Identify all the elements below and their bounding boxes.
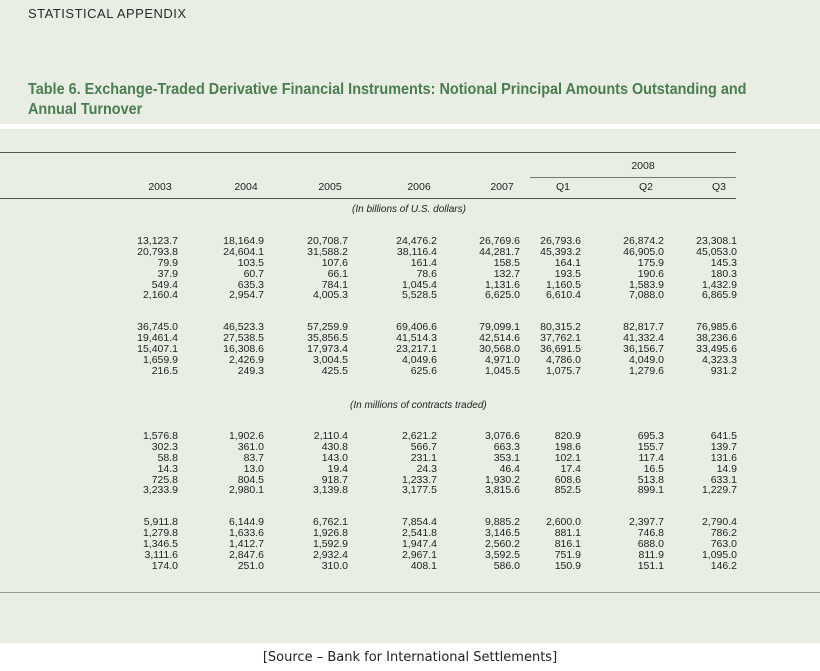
table-cell: 1,045.4 xyxy=(401,278,437,291)
table-cell: 635.3 xyxy=(237,278,264,291)
bottom-rule xyxy=(0,592,820,593)
table-cell: 45,393.2 xyxy=(540,245,581,258)
table-cell: 641.5 xyxy=(710,430,737,442)
column-header: 2005 xyxy=(318,181,342,193)
table-cell: 13.0 xyxy=(243,462,264,475)
table-cell: 2,847.6 xyxy=(228,548,264,561)
table-column-block xyxy=(278,322,348,376)
table-cell: 763.0 xyxy=(710,537,737,550)
table-cell: 76,985.6 xyxy=(696,321,737,333)
table-cell: 69,406.6 xyxy=(396,321,437,333)
table-cell: 1,279.8 xyxy=(142,526,178,539)
table-cell: 804.5 xyxy=(237,473,264,486)
table-cell: 19,461.4 xyxy=(137,331,178,344)
table-cell: 918.7 xyxy=(321,473,348,486)
table-cell: 20,708.7 xyxy=(307,235,348,247)
table-cell: 26,769.6 xyxy=(479,235,520,247)
table-cell: 198.6 xyxy=(554,440,581,453)
column-header: Q1 xyxy=(555,181,570,193)
table-cell: 695.3 xyxy=(637,430,664,442)
table-cell: 190.6 xyxy=(637,267,664,280)
table-cell: 633.1 xyxy=(710,473,737,486)
table-column-block xyxy=(367,322,437,376)
table-cell: 139.7 xyxy=(710,440,737,453)
table-column-block xyxy=(194,322,264,376)
table-cell: 3,592.5 xyxy=(484,548,520,561)
table-cell: 26,874.2 xyxy=(623,235,664,247)
table-cell: 1,432.9 xyxy=(701,278,737,291)
table-cell: 5,911.8 xyxy=(143,516,178,528)
table-column-block xyxy=(511,322,581,376)
table-cell: 117.4 xyxy=(638,451,664,464)
table-cell: 24,604.1 xyxy=(223,245,264,258)
table-cell: 820.9 xyxy=(554,430,581,442)
table-cell: 549.4 xyxy=(151,278,178,291)
table-column-block xyxy=(511,517,581,571)
table-cell: 131.6 xyxy=(710,451,737,464)
table-cell: 16,308.6 xyxy=(223,342,264,355)
table-cell: 35,856.5 xyxy=(307,331,348,344)
table-cell: 36,745.0 xyxy=(137,321,178,333)
table-cell: 78.6 xyxy=(416,267,437,280)
table-cell: 1,930.2 xyxy=(484,473,520,486)
table-column-block xyxy=(108,322,178,376)
table-cell: 9,885.2 xyxy=(484,516,520,528)
table-cell: 23,308.1 xyxy=(696,235,737,247)
table-cell: 2,621.2 xyxy=(401,430,437,442)
table-cell: 249.3 xyxy=(237,364,264,377)
column-header: Q3 xyxy=(711,181,726,193)
table-column-block xyxy=(278,517,348,571)
table-cell: 13,123.7 xyxy=(137,235,178,247)
table-cell: 1,926.8 xyxy=(312,526,348,539)
table-cell: 14.3 xyxy=(157,462,178,475)
table-cell: 1,233.7 xyxy=(401,473,437,486)
column-header: 2007 xyxy=(490,181,514,193)
table-cell: 7,088.0 xyxy=(628,289,664,302)
table-cell: 158.5 xyxy=(493,256,520,269)
table-column-block xyxy=(594,236,664,301)
table-column-block xyxy=(108,517,178,571)
table-cell: 751.9 xyxy=(554,548,581,561)
table-cell: 1,279.6 xyxy=(628,364,664,377)
table-cell: 44,281.7 xyxy=(479,245,520,258)
table-cell: 58.8 xyxy=(157,451,178,464)
title-separator xyxy=(0,124,820,129)
table-cell: 5,528.5 xyxy=(401,289,437,302)
table-cell: 6,144.9 xyxy=(228,516,264,528)
table-cell: 3,815.6 xyxy=(484,484,520,497)
table-title: Table 6. Exchange-Traded Derivative Financial Instruments: Notional Principal Amounts Outstanding and Annual Turnover xyxy=(28,81,747,118)
table-cell: 4,049.6 xyxy=(401,353,437,366)
table-cell: 24.3 xyxy=(416,462,437,475)
table-cell: 83.7 xyxy=(243,451,264,464)
table-cell: 151.1 xyxy=(637,559,664,572)
table-column-block xyxy=(278,236,348,301)
table-column-block xyxy=(194,517,264,571)
table-cell: 1,095.0 xyxy=(701,548,737,561)
table-cell: 1,576.8 xyxy=(142,430,178,442)
table-cell: 3,076.6 xyxy=(484,430,520,442)
table-cell: 37,762.1 xyxy=(540,331,581,344)
table-cell: 57,259.9 xyxy=(307,321,348,333)
table-cell: 80,315.2 xyxy=(540,321,581,333)
table-cell: 663.3 xyxy=(493,440,520,453)
table-cell: 46,523.3 xyxy=(223,321,264,333)
table-cell: 2,560.2 xyxy=(484,537,520,550)
table-cell: 2,600.0 xyxy=(545,516,581,528)
table-cell: 26,793.6 xyxy=(540,235,581,247)
table-cell: 145.3 xyxy=(710,256,737,269)
table-cell: 60.7 xyxy=(243,267,264,280)
table-cell: 353.1 xyxy=(493,451,520,464)
table-cell: 1,160.5 xyxy=(545,278,581,291)
table-cell: 14.9 xyxy=(716,462,737,475)
table-cell: 7,854.4 xyxy=(401,516,437,528)
group-rule xyxy=(530,177,736,178)
table-column-block xyxy=(594,322,664,376)
table-cell: 1,131.6 xyxy=(484,278,520,291)
table-column-block xyxy=(667,322,737,376)
table-cell: 1,947.4 xyxy=(401,537,437,550)
table-cell: 608.6 xyxy=(554,473,581,486)
table-cell: 1,633.6 xyxy=(228,526,264,539)
table-column-block xyxy=(667,236,737,301)
column-header: Q2 xyxy=(638,181,653,193)
section-unit-1: (In billions of U.S. dollars) xyxy=(352,204,466,215)
table-cell: 2,790.4 xyxy=(701,516,737,528)
table-cell: 1,229.7 xyxy=(701,484,737,497)
table-cell: 4,005.3 xyxy=(312,289,348,302)
table-cell: 786.2 xyxy=(710,526,737,539)
table-cell: 6,625.0 xyxy=(484,289,520,302)
table-cell: 6,762.1 xyxy=(312,516,348,528)
table-cell: 566.7 xyxy=(410,440,437,453)
table-cell: 193.5 xyxy=(554,267,581,280)
table-cell: 4,049.0 xyxy=(628,353,664,366)
table-cell: 2,980.1 xyxy=(228,484,264,497)
table-cell: 38,116.4 xyxy=(396,245,437,258)
table-column-block xyxy=(594,431,664,496)
header-rule xyxy=(0,198,736,199)
table-cell: 33,495.6 xyxy=(696,342,737,355)
source-citation: [Source – Bank for International Settlements] xyxy=(262,650,558,665)
table-column-block xyxy=(367,236,437,301)
table-cell: 1,583.9 xyxy=(628,278,664,291)
table-column-block xyxy=(450,431,520,496)
table-cell: 16.5 xyxy=(643,462,664,475)
table-cell: 2,397.7 xyxy=(628,516,664,528)
table-column-block xyxy=(194,236,264,301)
table-cell: 3,146.5 xyxy=(484,526,520,539)
table-cell: 2,110.4 xyxy=(313,430,348,442)
table-cell: 2,160.4 xyxy=(142,289,178,302)
table-cell: 36,156.7 xyxy=(623,342,664,355)
table-cell: 46.4 xyxy=(499,462,520,475)
top-rule xyxy=(0,152,736,153)
table-cell: 725.8 xyxy=(151,473,178,486)
table-cell: 899.1 xyxy=(637,484,664,497)
table-cell: 18,164.9 xyxy=(223,235,264,247)
table-cell: 36,691.5 xyxy=(540,342,581,355)
table-cell: 1,346.5 xyxy=(142,537,178,550)
table-cell: 30,568.0 xyxy=(479,342,520,355)
table-cell: 1,045.5 xyxy=(484,364,520,377)
table-cell: 1,659.9 xyxy=(142,353,178,366)
table-cell: 155.7 xyxy=(637,440,664,453)
table-cell: 31,588.2 xyxy=(307,245,348,258)
table-cell: 231.1 xyxy=(410,451,437,464)
table-cell: 79.9 xyxy=(157,256,178,269)
table-cell: 4,323.3 xyxy=(701,353,737,366)
table-cell: 361.0 xyxy=(237,440,264,453)
table-cell: 143.0 xyxy=(321,451,348,464)
table-cell: 1,592.9 xyxy=(312,537,348,550)
table-cell: 24,476.2 xyxy=(396,235,437,247)
table-cell: 2,954.7 xyxy=(228,289,264,302)
table-column-block xyxy=(450,517,520,571)
table-cell: 2,967.1 xyxy=(401,548,437,561)
table-cell: 42,514.6 xyxy=(479,331,520,344)
table-cell: 1,075.7 xyxy=(545,364,581,377)
table-cell: 852.5 xyxy=(554,484,581,497)
table-cell: 1,412.7 xyxy=(228,537,264,550)
table-cell: 430.8 xyxy=(321,440,348,453)
table-cell: 180.3 xyxy=(710,267,737,280)
table-cell: 15,407.1 xyxy=(137,342,178,355)
table-cell: 107.6 xyxy=(321,256,348,269)
table-column-block xyxy=(511,431,581,496)
table-cell: 66.1 xyxy=(327,267,348,280)
table-cell: 23,217.1 xyxy=(396,342,437,355)
table-cell: 2,932.4 xyxy=(312,548,348,561)
table-cell: 38,236.6 xyxy=(696,331,737,344)
table-cell: 27,538.5 xyxy=(223,331,264,344)
table-column-block xyxy=(667,431,737,496)
table-cell: 82,817.7 xyxy=(623,321,664,333)
table-cell: 625.6 xyxy=(410,364,437,377)
table-cell: 146.2 xyxy=(710,559,737,572)
table-cell: 811.9 xyxy=(638,548,664,561)
column-header: 2003 xyxy=(148,181,172,193)
table-cell: 3,004.5 xyxy=(312,353,348,366)
table-cell: 37.9 xyxy=(157,267,178,280)
table-cell: 688.0 xyxy=(637,537,664,550)
table-column-block xyxy=(511,236,581,301)
table-cell: 4,971.0 xyxy=(484,353,520,366)
table-cell: 408.1 xyxy=(410,559,437,572)
table-cell: 103.5 xyxy=(237,256,264,269)
table-cell: 79,099.1 xyxy=(479,321,520,333)
year-group-label: 2008 xyxy=(631,160,655,172)
table-cell: 17,973.4 xyxy=(307,342,348,355)
table-cell: 20,793.8 xyxy=(137,245,178,258)
table-cell: 302.3 xyxy=(151,440,178,453)
table-column-block xyxy=(594,517,664,571)
table-cell: 17.4 xyxy=(560,462,581,475)
table-cell: 46,905.0 xyxy=(623,245,664,258)
table-cell: 4,786.0 xyxy=(545,353,581,366)
table-cell: 784.1 xyxy=(321,278,348,291)
table-cell: 513.8 xyxy=(637,473,664,486)
table-cell: 150.9 xyxy=(554,559,581,572)
table-cell: 816.1 xyxy=(554,537,581,550)
table-cell: 3,177.5 xyxy=(401,484,437,497)
table-column-block xyxy=(278,431,348,496)
table-cell: 3,111.6 xyxy=(144,548,178,561)
table-cell: 881.1 xyxy=(554,526,581,539)
table-cell: 102.1 xyxy=(554,451,581,464)
section-unit-2: (In millions of contracts traded) xyxy=(350,400,487,411)
table-cell: 132.7 xyxy=(493,267,520,280)
table-cell: 216.5 xyxy=(151,364,178,377)
table-column-block xyxy=(367,431,437,496)
table-cell: 164.1 xyxy=(554,256,581,269)
column-header: 2004 xyxy=(234,181,258,193)
appendix-label: STATISTICAL APPENDIX xyxy=(28,6,187,21)
table-column-block xyxy=(667,517,737,571)
table-cell: 2,426.9 xyxy=(228,353,264,366)
table-cell: 2,541.8 xyxy=(401,526,437,539)
table-cell: 586.0 xyxy=(493,559,520,572)
table-cell: 931.2 xyxy=(710,364,737,377)
table-column-block xyxy=(194,431,264,496)
table-column-block xyxy=(450,236,520,301)
table-cell: 41,514.3 xyxy=(396,331,437,344)
table-cell: 251.0 xyxy=(237,559,264,572)
table-cell: 174.0 xyxy=(151,559,178,572)
table-cell: 3,139.8 xyxy=(312,484,348,497)
table-cell: 41,332.4 xyxy=(623,331,664,344)
table-cell: 19.4 xyxy=(327,462,348,475)
table-cell: 1,902.6 xyxy=(228,430,264,442)
table-column-block xyxy=(108,431,178,496)
table-cell: 746.8 xyxy=(637,526,664,539)
column-header: 2006 xyxy=(407,181,431,193)
table-column-block xyxy=(108,236,178,301)
table-cell: 6,610.4 xyxy=(545,289,581,302)
table-cell: 3,233.9 xyxy=(142,484,178,497)
table-cell: 175.9 xyxy=(637,256,664,269)
table-cell: 310.0 xyxy=(321,559,348,572)
table-cell: 45,053.0 xyxy=(696,245,737,258)
table-column-block xyxy=(450,322,520,376)
table-cell: 161.4 xyxy=(410,256,437,269)
table-column-block xyxy=(367,517,437,571)
table-cell: 425.5 xyxy=(321,364,348,377)
table-cell: 6,865.9 xyxy=(701,289,737,302)
